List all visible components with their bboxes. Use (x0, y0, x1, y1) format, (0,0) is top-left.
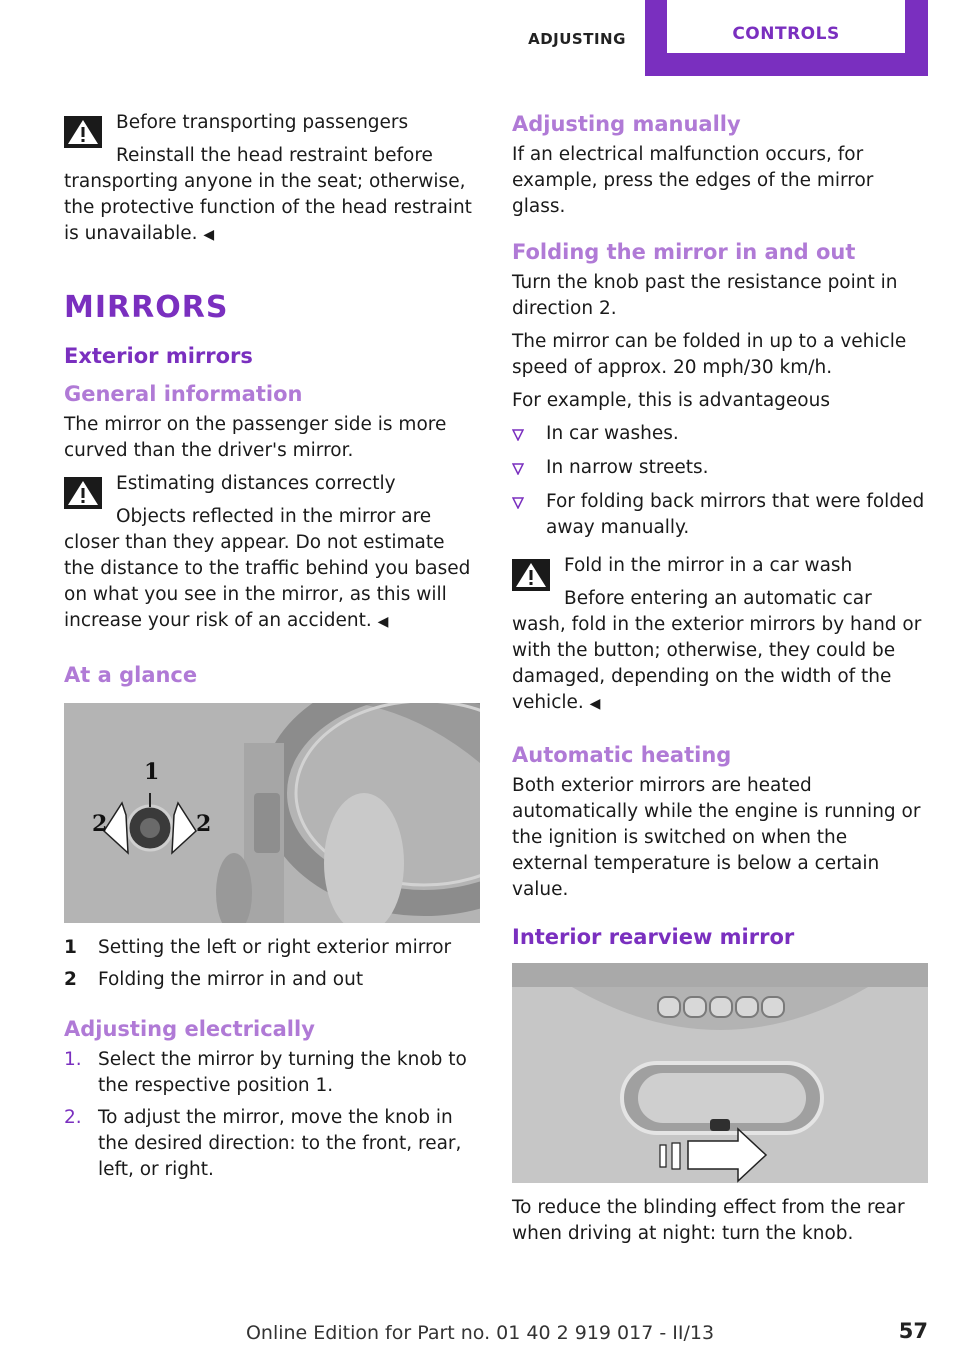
section-label: ADJUSTING (528, 30, 626, 48)
list-item (512, 455, 928, 483)
subheading-folding: Folding the mirror in and out (512, 240, 856, 264)
folding-paragraph-2: The mirror can be folded in up to a vehicle speed of approx. 20 mph/30 km/h. (512, 331, 907, 378)
callout-2-right: 2 (196, 811, 212, 837)
subheading-adjusting-manually: Adjusting manually (512, 112, 741, 136)
warning-title: Fold in the mirror in a car wash (564, 555, 853, 576)
mirror-knob-figure (64, 703, 480, 923)
mirror-knob-illustration (64, 703, 480, 923)
steps-list (64, 1047, 480, 1183)
right-column (512, 110, 928, 1254)
legend-text: Setting the left or right exterior mirror (98, 937, 452, 958)
legend-number: 2 (64, 969, 77, 990)
step-number: 1. (64, 1049, 82, 1070)
rearview-mirror-figure (512, 963, 928, 1183)
callout-2-left: 2 (92, 811, 108, 837)
warning-passengers (64, 110, 480, 248)
bullet-text: In car washes. (546, 423, 679, 444)
left-column (64, 110, 480, 1189)
warning-icon (64, 477, 102, 509)
folding-paragraph-1: Turn the knob past the resistance point in direction 2. (512, 272, 898, 319)
legend-text: Folding the mirror in and out (98, 969, 364, 990)
chapter-tab[interactable] (645, 0, 928, 76)
callout-1: 1 (144, 759, 160, 785)
list-item (512, 489, 928, 541)
warning-icon (64, 116, 102, 148)
subheading-general: General information (64, 382, 303, 406)
warning-car-wash (512, 553, 928, 717)
warning-title: Before transporting passengers (116, 112, 409, 133)
triangle-bullet-icon (512, 421, 546, 449)
chapter-heading: MIRRORS (64, 290, 229, 325)
triangle-bullet-icon (512, 489, 546, 541)
bullet-text: In narrow streets. (546, 457, 709, 478)
list-item (64, 1105, 480, 1183)
triangle-bullet-icon (512, 455, 546, 483)
general-paragraph: The mirror on the passenger side is more curved than the driver's mirror. (64, 414, 447, 461)
subheading-adjusting-electrically: Adjusting electrically (64, 1017, 315, 1041)
page-number: 57 (898, 1319, 928, 1343)
heating-paragraph: Both exterior mirrors are heated automatically while the engine is running or the ignition is switched on when the external temperature is below a certain value. (512, 775, 921, 900)
list-item (64, 1047, 480, 1099)
rearview-mirror-illustration (512, 963, 928, 1183)
bullet-text: For folding back mirrors that were folded away manually. (546, 491, 925, 538)
interior-paragraph: To reduce the blinding effect from the rear when driving at night: turn the knob. (512, 1197, 905, 1244)
folding-paragraph-3: For example, this is advantageous (512, 390, 830, 411)
step-text: Select the mirror by turning the knob to the respective position 1. (98, 1049, 467, 1096)
section-heading-exterior: Exterior mirrors (64, 344, 253, 368)
legend-number: 1 (64, 937, 77, 958)
warning-body: Objects reflected in the mirror are closer than they appear. Do not estimate the distance to the traffic behind you based on what you see in the mirror, as this will increase your risk of an accident. ◀ (64, 506, 471, 631)
step-number: 2. (64, 1107, 82, 1128)
legend-item (64, 935, 480, 961)
section-heading-interior: Interior rearview mirror (512, 925, 795, 949)
subheading-at-a-glance: At a glance (64, 663, 198, 687)
subheading-automatic-heating: Automatic heating (512, 743, 732, 767)
warning-body: Before entering an automatic car wash, fold in the exterior mirrors by hand or with the button; otherwise, they could be damaged, depending on the width of the vehicle. ◀ (512, 588, 922, 713)
step-text: To adjust the mirror, move the knob in the desired direction: to the front, rear, left, or right. (98, 1107, 462, 1180)
warning-body: Reinstall the head restraint before transporting anyone in the seat; otherwise, the protective function of the head restraint is unavailable. ◀ (64, 145, 472, 244)
chapter-tab-label: CONTROLS (667, 0, 905, 53)
warning-icon (512, 559, 550, 591)
warning-title: Estimating distances correctly (116, 473, 396, 494)
list-item (512, 421, 928, 449)
advantages-list (512, 421, 928, 541)
manual-paragraph: If an electrical malfunction occurs, for example, press the edges of the mirror glass. (512, 144, 874, 217)
footer-edition: Online Edition for Part no. 01 40 2 919 017 - II/13 (245, 1322, 715, 1344)
warning-distances (64, 471, 480, 635)
legend-item (64, 967, 480, 993)
